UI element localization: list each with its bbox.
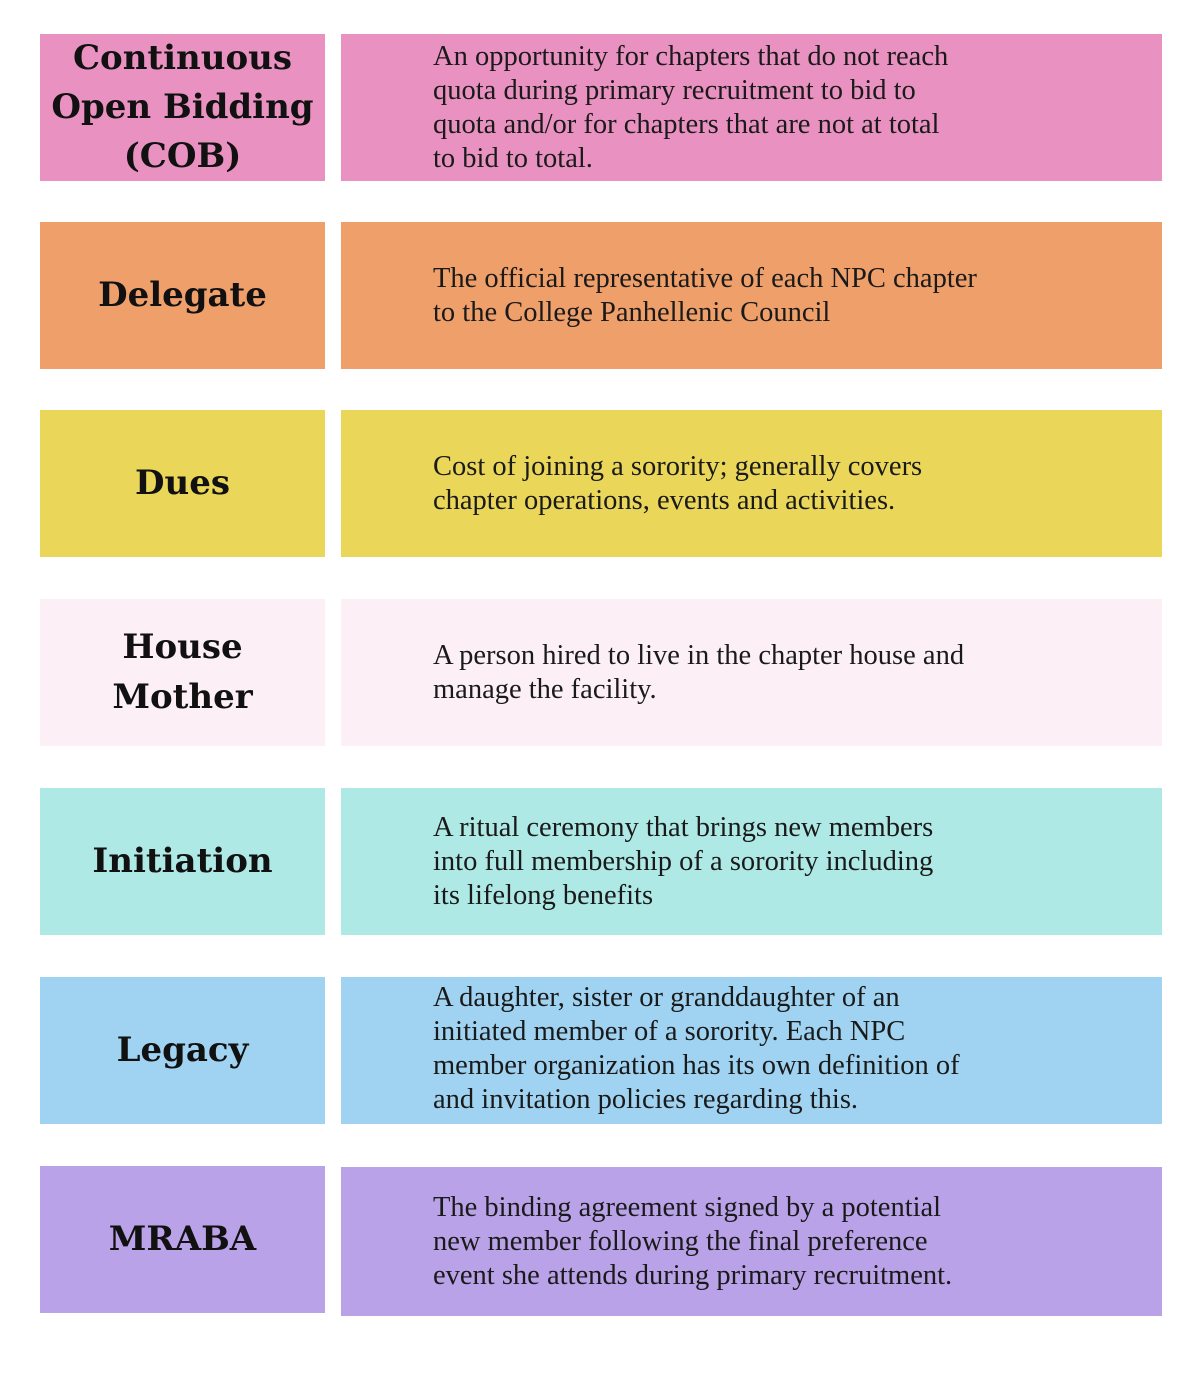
term-cell — [40, 788, 325, 935]
definition-text: A daughter, sister or granddaughter of an initiated member of a sorority. Each NPC member organization has its own definition of and invitation policies regarding this. — [433, 981, 960, 1115]
definition-cell — [341, 1167, 1162, 1316]
term-cell — [40, 34, 325, 181]
term-label: Delegate — [98, 274, 267, 315]
glossary-row-cob — [40, 34, 1162, 181]
term-label: House Mother — [112, 627, 253, 717]
definition-cell — [341, 599, 1162, 746]
term-cell — [40, 1166, 325, 1313]
glossary-row-house-mother — [40, 599, 1162, 746]
term-label: Legacy — [116, 1029, 249, 1070]
term-label: Continuous Open Bidding (COB) — [51, 37, 314, 177]
term-label: Dues — [135, 462, 230, 503]
definition-cell — [341, 410, 1162, 557]
definition-text: The official representative of each NPC chapter to the College Panhellenic Council — [433, 262, 977, 328]
glossary-row-initiation — [40, 788, 1162, 935]
term-cell — [40, 599, 325, 746]
definition-text: A ritual ceremony that brings new members into full membership of a sorority including its lifelong benefits — [433, 811, 934, 911]
definition-cell — [341, 788, 1162, 935]
glossary-row-mraba — [40, 1166, 1162, 1313]
glossary-row-dues — [40, 410, 1162, 557]
term-cell — [40, 410, 325, 557]
definition-cell — [341, 977, 1162, 1124]
definition-cell — [341, 34, 1162, 181]
term-cell — [40, 977, 325, 1124]
glossary-row-delegate — [40, 222, 1162, 369]
definition-text: An opportunity for chapters that do not reach quota during primary recruitment to bid to quota and/or for chapters that are not at total to bid to total. — [433, 40, 949, 174]
term-label: Initiation — [92, 840, 273, 881]
glossary-row-legacy — [40, 977, 1162, 1124]
definition-text: Cost of joining a sorority; generally covers chapter operations, events and activities. — [433, 450, 923, 516]
term-label: MRABA — [108, 1218, 257, 1259]
definition-text: The binding agreement signed by a potential new member following the final preference event she attends during primary recruitment. — [433, 1191, 953, 1291]
definition-cell — [341, 222, 1162, 369]
term-cell — [40, 222, 325, 369]
definition-text: A person hired to live in the chapter house and manage the facility. — [433, 639, 965, 705]
